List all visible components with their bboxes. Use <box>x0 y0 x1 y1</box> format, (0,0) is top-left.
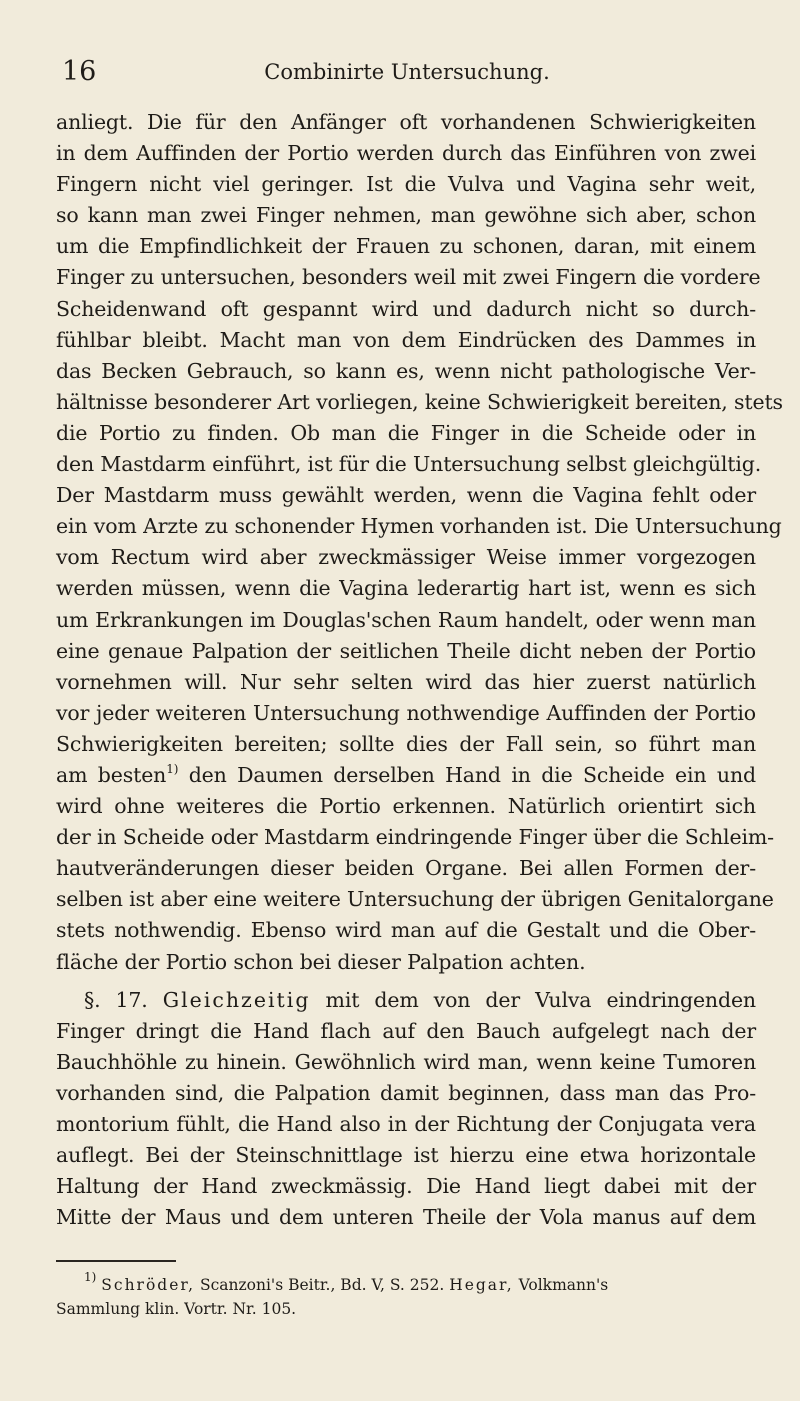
footnote-line: Sammlung klin. Vortr. Nr. 105. <box>56 1300 297 1318</box>
paragraph-gap <box>56 978 756 985</box>
text-line: Schwierigkeiten bereiten; sollte dies der Fall sein, so führt man <box>56 731 756 756</box>
text-line: Haltung der Hand zweckmässig. Die Hand liegt dabei mit der <box>56 1174 756 1199</box>
section-keyword: Gleichzeitig <box>162 987 311 1012</box>
text-line: vor jeder weiteren Untersuchung nothwendige Auffinden der Portio <box>56 700 756 725</box>
text-line: Fingern nicht viel geringer. Ist die Vulva und Vagina sehr weit, <box>56 172 756 197</box>
text-line: fläche der Portio schon bei dieser Palpation achten. <box>56 949 586 974</box>
text-line: vornehmen will. Nur sehr selten wird das hier zuerst natürlich <box>56 669 756 694</box>
text-fragment: am besten <box>56 762 167 787</box>
text-line: vom Rectum wird aber zweckmässiger Weise immer vorgezogen <box>56 545 756 570</box>
text-line: Der Mastdarm muss gewählt werden, wenn die Vagina fehlt oder <box>56 483 756 508</box>
text-line-with-footnote-ref <box>56 760 756 791</box>
text-line: auflegt. Bei der Steinschnittlage ist hierzu eine etwa horizontale <box>56 1143 756 1168</box>
text-line: die Portio zu finden. Ob man die Finger in die Scheide oder in <box>56 420 756 445</box>
text-fragment: den Daumen derselben Hand in die Scheide ein und <box>188 762 756 787</box>
text-line: Finger zu untersuchen, besonders weil mit zwei Fingern die vordere <box>56 265 761 290</box>
text-line: um die Empfindlichkeit der Frauen zu schonen, daran, mit einem <box>56 234 756 259</box>
page-header <box>62 52 752 92</box>
text-line: Scheidenwand oft gespannt wird und dadurch nicht so durch- <box>56 296 756 321</box>
text-line: wird ohne weiteres die Portio erkennen. Natürlich orientirt sich <box>56 794 756 819</box>
text-line: in dem Auffinden der Portio werden durch das Einführen von zwei <box>56 141 756 166</box>
text-line: Mitte der Maus und dem unteren Theile der Vola manus auf dem <box>56 1205 756 1230</box>
text-line: hältnisse besonderer Art vorliegen, keine Schwierigkeit bereiten, stets <box>56 389 783 414</box>
text-line: vorhanden sind, die Palpation damit beginnen, dass man das Pro- <box>56 1080 756 1105</box>
text-line: den Mastdarm einführt, ist für die Untersuchung selbst gleichgültig. <box>56 452 762 477</box>
section-heading-line <box>56 985 756 1016</box>
footnote-line <box>56 1270 756 1297</box>
text-line: Bauchhöhle zu hinein. Gewöhnlich wird man, wenn keine Tumoren <box>56 1049 756 1074</box>
footnote-divider <box>56 1260 176 1262</box>
text-fragment: mit dem von der Vulva eindringenden <box>325 987 756 1012</box>
text-line: um Erkrankungen im Douglas'schen Raum handelt, oder wenn man <box>56 607 756 632</box>
text-line: hautveränderungen dieser beiden Organe. Bei allen Formen der- <box>56 856 756 881</box>
section-number: §. 17. <box>84 987 148 1012</box>
footnote-text: Scanzoni's Beitr., Bd. V, S. 252. <box>199 1276 445 1294</box>
footnote-author: Schröder, <box>101 1276 196 1294</box>
text-line: ein vom Arzte zu schonender Hymen vorhanden ist. Die Untersuchung <box>56 514 782 539</box>
text-line: stets nothwendig. Ebenso wird man auf die Gestalt und die Ober- <box>56 918 756 943</box>
text-line: werden müssen, wenn die Vagina lederartig hart ist, wenn es sich <box>56 576 756 601</box>
body-text <box>56 107 783 1233</box>
text-line: eine genaue Palpation der seitlichen Theile dicht neben der Portio <box>56 638 756 663</box>
footnote-author: Hegar, <box>449 1276 514 1294</box>
text-line: so kann man zwei Finger nehmen, man gewöhne sich aber, schon <box>56 203 756 228</box>
text-line: anliegt. Die für den Anfänger oft vorhandenen Schwierigkeiten <box>56 110 756 134</box>
text-line: der in Scheide oder Mastdarm eindringende Finger über die Schleim- <box>56 825 774 850</box>
text-line: montorium fühlt, die Hand also in der Richtung der Conjugata vera <box>56 1112 756 1136</box>
text-line: selben ist aber eine weitere Untersuchung der übrigen Genitalorgane <box>56 887 774 912</box>
footnote-marker: 1) <box>84 1270 97 1284</box>
text-line: das Becken Gebrauch, so kann es, wenn nicht pathologische Ver- <box>56 358 756 383</box>
footnote-text: Volkmann's <box>518 1276 609 1294</box>
running-head: Combinirte Untersuchung. <box>264 60 550 84</box>
page-number: 16 <box>62 56 97 87</box>
text-line: fühlbar bleibt. Macht man von dem Eindrücken des Dammes in <box>56 327 756 352</box>
text-line: Finger dringt die Hand flach auf den Bauch aufgelegt nach der <box>56 1018 756 1043</box>
footnote-reference[interactable]: 1) <box>166 761 179 776</box>
footnote <box>56 1270 756 1321</box>
